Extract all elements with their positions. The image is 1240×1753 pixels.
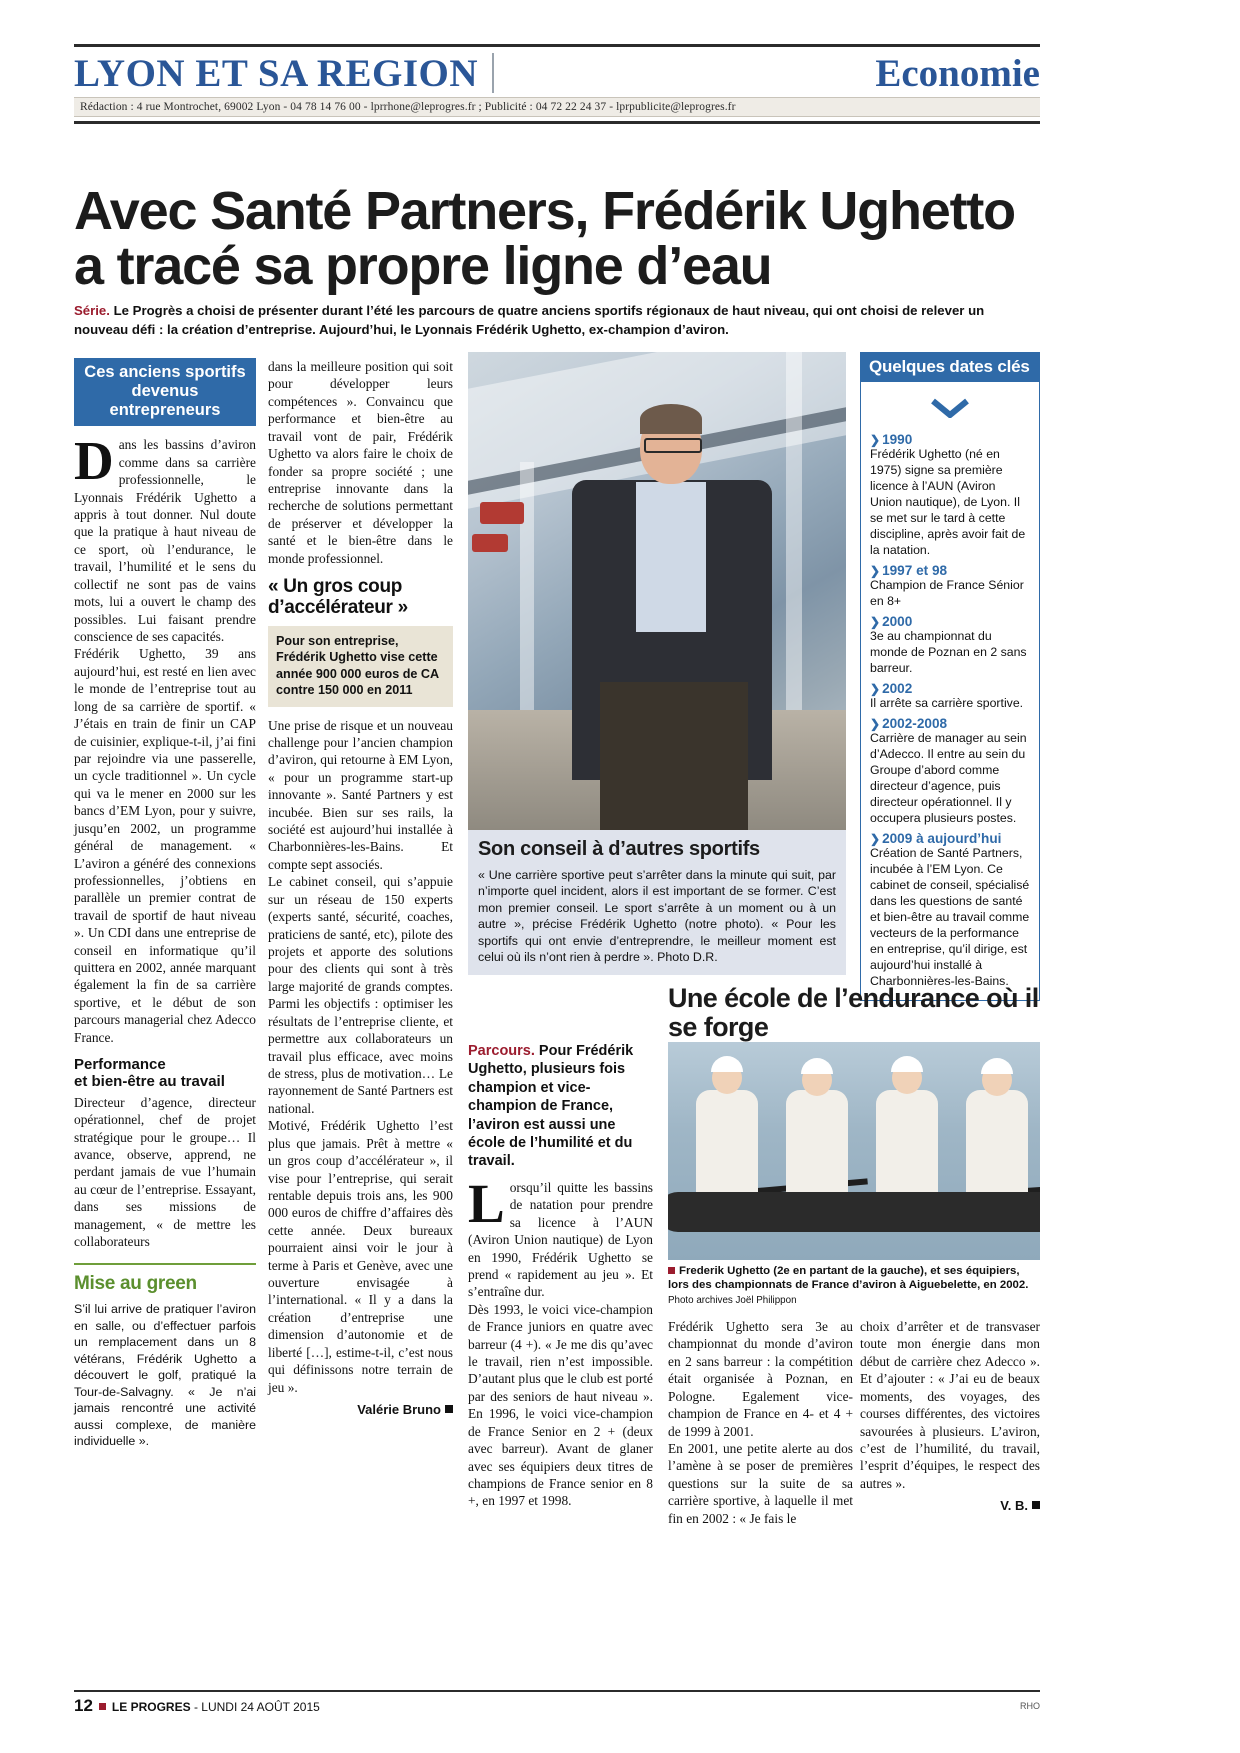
edition-code: RHO (1020, 1701, 1040, 1711)
chevron-right-icon: ❯ (870, 831, 881, 846)
advice-box (468, 830, 846, 975)
photo-subject-hair (640, 404, 702, 434)
masthead-bottom-rule (74, 121, 1040, 124)
masthead (74, 44, 1040, 124)
advice-box-text: « Une carrière sportive peut s’arrêter dans la minute qui suit, par n’importe quel incident, alors il est important de se former. C’est mon premier conseil. Le sport s’arrête à un moment ou à un autre », précise Frédérik Ughetto (notre photo). « Pour les sportifs qui ont envie d’entreprendre, le meilleur moment est celui où ils n’ont rien à perdre ». Photo D.R. (478, 868, 836, 964)
body-paragraph: Frédérik Ughetto, 39 ans aujourd’hui, est resté en lien avec le monde de l’entreprise tout au long de sa carrière de sportif. « J’étais en train de finir un CAP de cuisinier, explique-t-il, j’ai fini par rejoindre via une passerelle, un cycle traditionnel ». Un cycle qui va le mener en 2000 sur les bancs d’EM Lyon, pour y suivre, jusqu’en 2002, un programme général de management. « L’aviron a généré des connexions professionnelles, j’obtiens en parallèle un premier contrat de travail de sportif de haut niveau ». Un CDI dans une entreprise de conseil en informatique qu’il quittera en 2002, année marquant également la fin de sa carrière sportive, et le début de son parcours managerial chez Adecco France. (74, 646, 256, 1045)
green-box-title: Mise au green (74, 1272, 197, 1294)
key-date-term-text: 1990 (882, 432, 913, 447)
article-column-2 (268, 358, 453, 1419)
article-column-1 (74, 358, 256, 1450)
key-date-term-text: 2002-2008 (882, 715, 948, 731)
rubric-title: Economie (875, 52, 1040, 95)
chevron-right-icon: ❯ (870, 433, 881, 447)
key-dates-title: Quelques dates clés (861, 353, 1039, 382)
end-marker (1032, 1501, 1040, 1509)
advice-box-title: Son conseil à d’autres sportifs (478, 838, 760, 860)
series-banner-line-1: Ces anciens sportifs (84, 363, 246, 381)
rowing-photo (668, 1042, 1040, 1260)
key-date-term-text: 2002 (882, 680, 913, 696)
caption-credit: Photo archives Joël Philippon (668, 1294, 797, 1306)
subheading-acceleration (268, 577, 453, 618)
photo-subject-shirt (636, 482, 706, 632)
key-dates-body (861, 382, 1039, 1000)
article-column-3 (468, 1042, 653, 1510)
chevron-right-icon: ❯ (870, 563, 881, 578)
body-paragraph: Frédérik Ughetto sera 3e au championnat du monde d’aviron en 2 sans barreur : la compétition était organisée à Poznan, en Pologne. Egalement vice-champion de France en 4- et 4 + de 1999 à 2001. (668, 1319, 853, 1439)
body-paragraph: choix d’arrêter et de transvaser toute mon énergie dans mon début de carrière chez Adecco ». Et d’ajouter : « J’ai eu de beaux moments, des voyages, des courses différentes, des victoires savourées à plusieurs. L’aviron, c’est de l’humilité, du travail, l’esprit d’équipes, le respect des autres ». (860, 1319, 1040, 1491)
secondary-headline-line-1: Une école de l’endurance où il se forge (668, 983, 1039, 1043)
article-byline-secondary (860, 1498, 1040, 1515)
rowing-photo-caption (668, 1264, 1040, 1307)
key-date-definition: Champion de France Sénior en 8+ (870, 577, 1024, 608)
photo-subject-legs (600, 682, 748, 830)
subheading-line-2: et bien-être au travail (74, 1072, 225, 1090)
series-banner-line-2: devenus entrepreneurs (109, 382, 221, 420)
body-paragraph: Motivé, Frédérik Ughetto l’est plus que jamais. Prêt à mettre « un gros coup d’accélérateur », il vise pour l’entreprise, qui serait rentable depuis trois ans, les 900 000 euros de chiffre d’affaires dès cette année. Deux bureaux pourraient ainsi voir le jour à terme à Paris et Genève, avec une ouverture envisagée à l’international. « Il y a dans la création d’entreprise une dimension d’autonomie et de liberté […], estime-t-il, c’est nous qui définissons notre terrain de jeu ». (268, 1118, 453, 1395)
chapeau-text: Le Progrès a choisi de présenter durant l’été les parcours de quatre anciens sportifs régionaux de haut niveau, qui ont choisi de relever un nouveau défi : la création d’entreprise. Aujourd’hui, le Lyonnais Frédérik Ughetto, ex-champion d’aviron. (74, 303, 985, 337)
key-date-definition: 3e au championnat du monde de Poznan en 2 sans barreur. (870, 628, 1027, 675)
article-column-5 (860, 1318, 1040, 1515)
masthead-left (74, 53, 494, 93)
mise-au-green-box (74, 1263, 256, 1450)
page-number: 12 (74, 1696, 93, 1715)
masthead-row (74, 47, 1040, 97)
publication-date: - LUNDI 24 AOÛT 2015 (193, 1700, 320, 1714)
page-headline (74, 181, 1040, 297)
page-footer (74, 1690, 1040, 1716)
chapeau-label: Série. (74, 303, 110, 318)
highlight-inset: Pour son entreprise, Frédérik Ughetto vise cette année 900 000 euros de CA contre 150 000 en 2011 (268, 626, 453, 706)
key-date-definition: Il arrête sa carrière sportive. (870, 695, 1024, 710)
parcours-label: Parcours. (468, 1043, 535, 1059)
rower-figure (876, 1090, 938, 1198)
key-date-term-text: 2000 (882, 613, 913, 629)
subheading-performance (74, 1057, 256, 1091)
body-paragraph: Le cabinet conseil, qui s’appuie sur un réseau de 150 experts (experts santé, sécurité, coaches, praticiens de santé, etc), pilote des projets et apporte des solutions pour des clients qui sont à très large majorité de grands comptes. Parmi les objectifs : optimiser les résultats de l’entreprise cliente, et permettre aux collaborateurs un travail plus efficace, avec moins de stress, plus de motivation… Le rayonnement de Santé Partners est national. (268, 874, 453, 1116)
key-date-term (870, 563, 1030, 578)
rower-figure (966, 1090, 1028, 1198)
masthead-divider (492, 53, 494, 93)
subheading-line-2: d’accélérateur » (268, 596, 408, 618)
footer-row (74, 1692, 1040, 1716)
byline-name: Valérie Bruno (357, 1401, 441, 1417)
key-date-term (870, 432, 1030, 447)
article-byline (268, 1402, 453, 1419)
body-paragraph: En 2001, une petite alerte au dos l’amène à se poser de premières questions sur la suite de sa carrière sportive, à laquelle il met fin en 2002 : « Je fais le (668, 1440, 853, 1526)
key-date-term-text: 1997 et 98 (882, 562, 948, 578)
rower-figure (696, 1090, 758, 1198)
section-title: LYON ET SA REGION (74, 51, 479, 95)
chapeau (74, 302, 1040, 339)
parcours-text: Pour Frédérik Ughetto, plusieurs fois champion et vice-champion de France, l’aviron est aussi une école de l’humilité et du travail. (468, 1043, 634, 1170)
body-paragraph: Directeur d’agence, directeur opérationnel, chef de projet stratégique pour le groupe… Il avance, observe, apprend, ne perdant jamais de vue l’humain au cœur de l’entreprise. Essayant, dans ses missions de management, « de mettre les collaborateurs (74, 1094, 256, 1250)
caption-bold-text: Frederik Ughetto (2e en partant de la gauche), et ses équipiers, lors des championnats de France d’aviron à Aiguebelette, en 2002. (668, 1265, 1029, 1292)
key-date-definition: Création de Santé Partners, incubée à l’EM Lyon. Ce cabinet de conseil, spécialisé dans les questions de santé et bien-être au travail comme vecteurs de la performance en entreprise, qu’il dirige, est aujourd’hui installé à Charbonnières-les-Bains. (870, 845, 1030, 988)
headline-line-1: Avec Santé Partners, Frédérik Ughetto (74, 181, 1015, 242)
key-dates-box (860, 352, 1040, 1001)
main-photo (468, 352, 846, 830)
key-date-term (870, 831, 1030, 846)
publication-name: LE PROGRES (111, 1700, 191, 1714)
key-date-definition: Carrière de manager au sein d’Adecco. Il entre au sein du Groupe d’abord comme directeur d’agence, puis directeur opérationnel. Il y occupera plusieurs postes. (870, 730, 1027, 825)
chevron-right-icon: ❯ (870, 716, 881, 731)
rower-figure (786, 1090, 848, 1198)
key-date-definition: Frédérik Ughetto (né en 1975) signe sa première licence à l’AUN (Aviron Union nautique), de Lyon. Il se met sur le tard à cette discipline, après avoir fait de la natation. (870, 447, 1026, 557)
body-paragraph: Une prise de risque et un nouveau challenge pour l’ancien champion d’aviron, qui retourne à EM Lyon, « pour un programme start-up innovante ». Santé Partners y est incubée. Bien sur ses rails, la société est aujourd’hui installée à Charbonnières-les-Bains. Et compte sept associés. (268, 717, 453, 872)
body-paragraph: dans la meilleure position qui soit pour développer leurs compétences ». Convaincu que performance et bien-être au travail vont de pair, Frédérik Ughetto va alors faire le choix de fonder sa propre société ; une entreprise innovante dans la recherche de solutions permettant de préserver et développer la santé et le bien-être dans le monde professionnel. (268, 359, 453, 566)
footer-left (74, 1696, 320, 1716)
chevron-right-icon: ❯ (870, 614, 881, 629)
key-date-term-text: 2009 à aujourd’hui (882, 830, 1002, 846)
green-box-text: S’il lui arrive de pratiquer l’aviron en salle, ou d’effectuer parfois un remplacement dans un 8 vétérans, Frédérik Ughetto a découvert le golf, pratiqué la Tour-de-Salvagny. « Je n’ai jamais rencontré une activité aussi complexe, de manière individuelle ». (74, 1302, 256, 1449)
key-date-term (870, 681, 1030, 696)
body-paragraph: Dans les bassins d’aviron comme dans sa carrière professionnelle, le Lyonnais Frédérik Ughetto a appris à tout donner. Nul doute que la pratique à haut niveau de ce sport, où l’endurance, le travail, l’humilité et le sens du collectif ne sont pas de vains mots, lui a ouvert le champ des possibles. Lui faisant prendre conscience de ses capacités. (74, 430, 256, 645)
end-marker (445, 1405, 453, 1413)
photo-subject-glasses (644, 438, 702, 453)
key-date-term (870, 614, 1030, 629)
body-paragraph: Lorsqu’il quitte les bassins de natation pour prendre sa licence à l’AUN (Aviron Union nautique) de Lyon en 1990, Frédérik Ughetto se prend « rapidement au jeu ». Et s’entraîne dur. (468, 1172, 653, 1300)
chevron-right-icon: ❯ (870, 681, 881, 696)
parcours-intro (468, 1042, 653, 1171)
subheading-line-1: Performance (74, 1056, 166, 1074)
body-paragraph: Dès 1993, le voici vice-champion de France juniors en quatre avec barreur (4 +). « Je me dis qu’avec le travail, rien n’est impossible. D’autant plus que le club est porté par des seniors de haut niveau ». En 1996, le voici vice-champion de France Senior en 2 + (deux avec barreur). Avant de glaner avec ses équipiers deux titres de champions de France senior en 8 +, en 1997 et 1998. (468, 1301, 653, 1509)
byline-initials: V. B. (1000, 1498, 1028, 1514)
subheading-line-1: « Un gros coup (268, 576, 403, 598)
rowing-shell (668, 1192, 1040, 1232)
key-date-term (870, 716, 1030, 731)
chevron-down-icon (930, 398, 970, 418)
article-column-4 (668, 1318, 853, 1527)
photo-car (472, 534, 508, 552)
footer-marker-icon (99, 1703, 106, 1710)
series-banner (74, 358, 256, 426)
caption-marker-icon (668, 1267, 675, 1274)
photo-car (480, 502, 524, 524)
contact-strip: Rédaction : 4 rue Montrochet, 69002 Lyon - 04 78 14 76 00 - lprrhone@leprogres.fr ; Publicité : 04 72 22 24 37 - lprpublicite@leprogres.fr (74, 97, 1040, 117)
headline-line-2: a tracé sa propre ligne d’eau (74, 236, 772, 297)
